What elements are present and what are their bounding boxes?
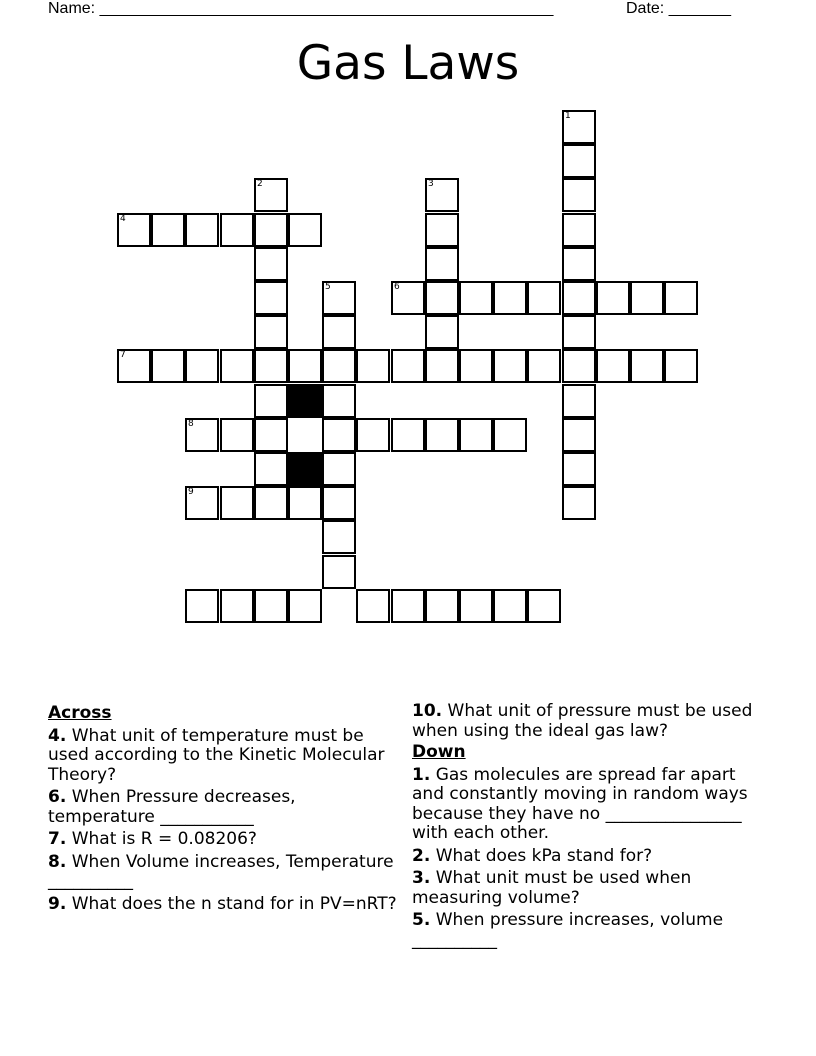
grid-cell[interactable] (254, 315, 288, 349)
grid-cell[interactable] (527, 281, 561, 315)
grid-cell[interactable] (562, 213, 596, 247)
grid-cell[interactable] (185, 418, 219, 452)
grid-cell[interactable] (562, 281, 596, 315)
grid-cell[interactable] (459, 418, 493, 452)
grid-cell[interactable] (288, 213, 322, 247)
grid-cell[interactable] (254, 213, 288, 247)
grid-cell[interactable] (117, 349, 151, 383)
grid-cell[interactable] (391, 418, 425, 452)
grid-cell[interactable] (596, 281, 630, 315)
grid-cell[interactable] (254, 418, 288, 452)
clues-column-left (48, 702, 404, 914)
across-heading: Across (48, 703, 112, 723)
grid-cell[interactable] (220, 213, 254, 247)
grid-cell[interactable] (322, 520, 356, 554)
grid-cell[interactable] (493, 418, 527, 452)
clue-across-6: 6. When Pressure decreases, temperature ___________ (48, 787, 296, 827)
grid-cell[interactable] (425, 247, 459, 281)
black-cell (288, 384, 322, 418)
grid-cell[interactable] (356, 349, 390, 383)
puzzle-title: Gas Laws (296, 36, 520, 91)
grid-cell[interactable] (562, 315, 596, 349)
grid-cell[interactable] (562, 247, 596, 281)
grid-cell[interactable] (322, 418, 356, 452)
grid-cell[interactable] (322, 452, 356, 486)
clue-across-10: 10. What unit of pressure must be used when using the ideal gas law? (412, 701, 753, 741)
grid-cell[interactable] (493, 589, 527, 623)
grid-cell[interactable] (596, 349, 630, 383)
grid-cell[interactable] (459, 349, 493, 383)
name-label: Name: ___________________________________________________ (48, 0, 554, 17)
grid-cell[interactable] (254, 247, 288, 281)
grid-cell[interactable] (391, 281, 425, 315)
grid-cell[interactable] (151, 349, 185, 383)
grid-cell[interactable] (356, 418, 390, 452)
grid-cell[interactable] (151, 213, 185, 247)
clue-number-9: 9 (188, 487, 194, 497)
clue-number-6: 6 (394, 282, 400, 292)
grid-cell[interactable] (322, 315, 356, 349)
grid-cell[interactable] (562, 110, 596, 144)
grid-cell[interactable] (220, 349, 254, 383)
grid-cell[interactable] (254, 178, 288, 212)
clue-across-7: 7. What is R = 0.08206? (48, 829, 257, 849)
grid-cell[interactable] (425, 418, 459, 452)
grid-cell[interactable] (425, 178, 459, 212)
grid-cell[interactable] (527, 349, 561, 383)
grid-cell[interactable] (254, 384, 288, 418)
grid-cell[interactable] (425, 349, 459, 383)
grid-cell[interactable] (185, 486, 219, 520)
clue-number-2: 2 (257, 179, 263, 189)
grid-cell[interactable] (391, 349, 425, 383)
grid-cell[interactable] (185, 213, 219, 247)
grid-cell[interactable] (288, 486, 322, 520)
grid-cell[interactable] (322, 486, 356, 520)
grid-cell[interactable] (220, 486, 254, 520)
grid-cell[interactable] (664, 281, 698, 315)
grid-cell[interactable] (493, 349, 527, 383)
grid-cell[interactable] (493, 281, 527, 315)
grid-cell[interactable] (356, 589, 390, 623)
clue-number-8: 8 (188, 419, 194, 429)
grid-cell[interactable] (425, 213, 459, 247)
clue-down-2: 2. What does kPa stand for? (412, 845, 653, 866)
grid-cell[interactable] (459, 281, 493, 315)
grid-cell[interactable] (288, 589, 322, 623)
grid-cell[interactable] (288, 349, 322, 383)
grid-cell[interactable] (117, 213, 151, 247)
black-cell (288, 452, 322, 486)
clue-number-1: 1 (565, 111, 571, 121)
grid-cell[interactable] (322, 384, 356, 418)
grid-cell[interactable] (220, 418, 254, 452)
clue-number-3: 3 (428, 179, 434, 189)
grid-cell[interactable] (459, 589, 493, 623)
grid-cell[interactable] (562, 144, 596, 178)
grid-cell[interactable] (630, 349, 664, 383)
grid-cell[interactable] (630, 281, 664, 315)
clue-across-8: 8. When Volume increases, Temperature __________ (48, 851, 394, 891)
grid-cell[interactable] (322, 555, 356, 589)
grid-cell[interactable] (664, 349, 698, 383)
grid-cell[interactable] (527, 589, 561, 623)
grid-cell[interactable] (562, 452, 596, 486)
grid-cell[interactable] (562, 384, 596, 418)
grid-cell[interactable] (425, 281, 459, 315)
clue-across-9: 9. What does the n stand for in PV=nRT? (48, 893, 397, 914)
clue-number-4: 4 (120, 214, 126, 224)
grid-cell[interactable] (425, 315, 459, 349)
grid-cell[interactable] (322, 281, 356, 315)
clues-column-right (412, 702, 768, 950)
grid-cell[interactable] (562, 418, 596, 452)
grid-cell[interactable] (562, 349, 596, 383)
grid-cell[interactable] (254, 281, 288, 315)
grid-cell[interactable] (254, 349, 288, 383)
date-label: Date: _______ (626, 0, 731, 17)
grid-cell[interactable] (254, 486, 288, 520)
grid-cell[interactable] (562, 178, 596, 212)
clue-across-4: 4. What unit of temperature must be used according to the Kinetic Molecular Theory? (48, 725, 385, 785)
grid-cell[interactable] (254, 589, 288, 623)
grid-cell[interactable] (254, 452, 288, 486)
grid-cell[interactable] (562, 486, 596, 520)
grid-cell[interactable] (185, 589, 219, 623)
clue-number-7: 7 (120, 350, 126, 360)
grid-cell[interactable] (425, 589, 459, 623)
down-heading: Down (412, 742, 466, 762)
grid-cell[interactable] (391, 589, 425, 623)
clue-down-5: 5. When pressure increases, volume __________ (412, 910, 724, 950)
clue-down-3: 3. What unit must be used when measuring volume? (412, 868, 692, 908)
grid-cell[interactable] (185, 349, 219, 383)
grid-cell[interactable] (322, 349, 356, 383)
clue-number-5: 5 (325, 282, 331, 292)
grid-cell[interactable] (220, 589, 254, 623)
clue-down-1: 1. Gas molecules are spread far apart and constantly moving in random ways because they have no ________________ with each other. (412, 764, 748, 843)
